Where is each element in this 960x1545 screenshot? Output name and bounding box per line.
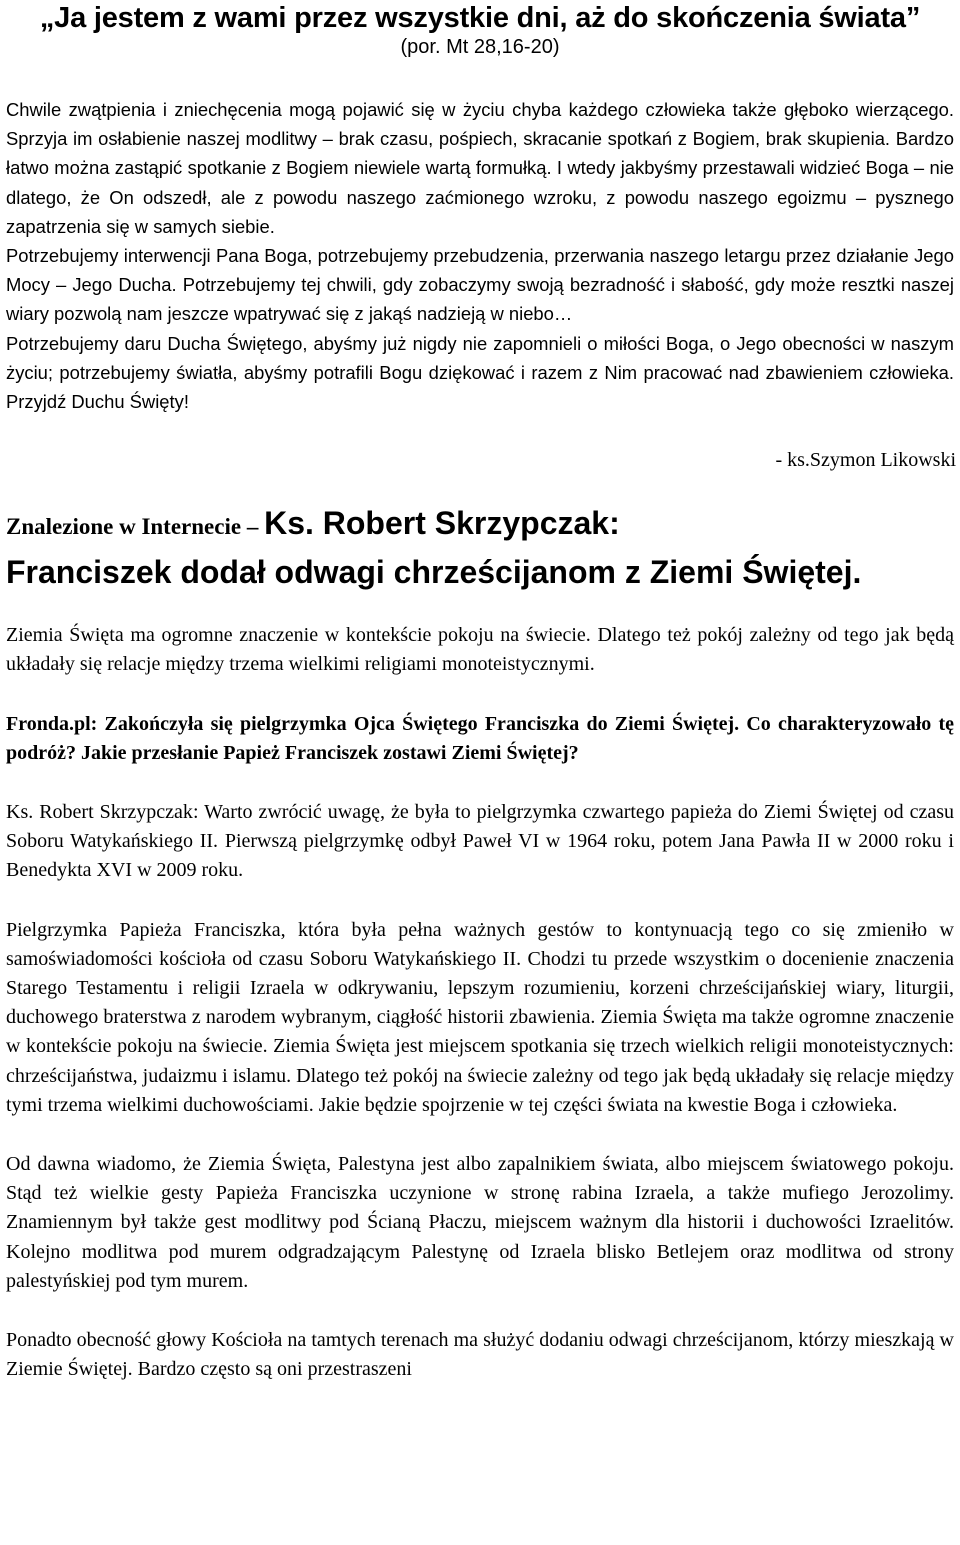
article-title: „Ja jestem z wami przez wszystkie dni, aż do skończenia świata” (39, 2, 921, 34)
answer-speaker: Ks. Robert Skrzypczak (6, 801, 193, 824)
answer-paragraph-a: Pielgrzymka Papieża Franciszka, która była pełna ważnych gestów to kontynuacją tego co się zmieniło w samoświadomości kościoła od czasu Soboru Watykańskiego II. Chodzi tu przede wszystkim o docenienie znaczenia Starego Testamentu i religii Izraela w odkrywaniu, lepszym rozumieniu, korzeni chrześcijańskiej wiary, liturgii, duchowego braterstwa z narodem wybranym, ciągłość historii zbawienia. Ziemia Święta ma także ogromne znaczenie w kontekście pokoju na świecie. Ziemia Święta jest miejscem spotkania się trzech wielkich religii monoteistycznych: chrześcijaństwa, judaizmu i islamu. Dlatego też pokój na świecie zależny od tego jak będą układały się relacje między tymi trzema wielkimi duchowościami. Jakie będzie spojrzenie w tej części świata na kwestie Boga i człowieka. (6, 918, 954, 1116)
paragraph-1: Chwile zwątpienia i zniechęcenia mogą pojawić się w życiu chyba każdego człowieka także głęboko wierzącego. Sprzyja im osłabienie naszej modlitwy – brak czasu, pośpiech, skracanie spotkań z Bogiem, brak skupienia. Bardzo łatwo można zastąpić spotkanie z Bogiem niewiele wartą formułką. I wtedy jakbyśmy przestawali widzieć Boga – nie dlatego, że On odszedł, ale z powodu naszego zaćmionego wzroku, z powodu naszego egoizmu – pysznego zapatrzenia się w samych siebie. (6, 99, 954, 237)
interview-answer (6, 798, 954, 886)
document-page (6, 0, 954, 1385)
scripture-reference: (por. Mt 28,16-20) (400, 36, 560, 58)
answer-paragraph-c: Ponadto obecność głowy Kościoła na tamtych terenach ma służyć dodaniu odwagi chrześcijanom, którzy mieszkają w Ziemie Świętej. Bardzo często są oni przestraszeni (6, 1329, 954, 1381)
answer-text: : Warto zwrócić uwagę, że była to pielgrzymka czwartego papieża do Ziemi Świętej od czasu Soboru Watykańskiego II. Pierwszą pielgrzymkę odbył Paweł VI w 1964 roku, potem Jana Pawła II w 2000 roku i Benedykta XVI w 2009 roku. (6, 801, 954, 882)
heading-main: Ks. Robert Skrzypczak: (264, 505, 620, 542)
heading-prefix: Znalezione w Internecie – (6, 514, 265, 540)
heading-line-2: Franciszek dodał odwagi chrześcijanom z Ziemi Świętej. (6, 554, 862, 591)
interview-question: Fronda.pl: Zakończyła się pielgrzymka Ojca Świętego Franciszka do Ziemi Świętej. Co charakteryzowało tę podróż? Jakie przesłanie Papież Franciszek zostawi Ziemi Świętej? (6, 712, 954, 764)
paragraph-3: Potrzebujemy daru Ducha Świętego, abyśmy już nigdy nie zapomnieli o miłości Boga, o Jego obecności w naszym życiu; potrzebujemy światła, abyśmy potrafili Bogu dziękować i razem z Nim pracować nad zbawieniem człowieka. Przyjdź Duchu Święty! (6, 332, 954, 413)
answer-paragraph-b: Od dawna wiadomo, że Ziemia Święta, Palestyna jest albo zapalnikiem świata, albo miejscem światowego pokoju. Stąd też wielkie gesty Papieża Franciszka uczynione w stronę rabina Izraela, a także mufiego Jerozolimy. Znamiennym był także gest modlitwy pod Ścianą Płaczu, miejscem ważnym dla historii i duchowości Izraelitów. Kolejno modlitwa pod murem odgradzającym Palestynę od Izraela blisko Betlejem oraz modlitwa od strony palestyńskiej pod tym murem. (6, 1153, 954, 1292)
lead-paragraph: Ziemia Święta ma ogromne znaczenie w kontekście pokoju na świecie. Dlatego też pokój zależny od tego jak będą układały się relacje między trzema wielkimi religiami monoteistycznymi. (6, 624, 954, 676)
author-signature: - ks.Szymon Likowski (775, 449, 956, 472)
paragraph-2: Potrzebujemy interwencji Pana Boga, potrzebujemy przebudzenia, przerwania naszego letargu przez działanie Jego Mocy – Jego Ducha. Potrzebujemy tej chwili, gdy zobaczymy swoją bezradność i słabość, gdy może resztki naszej wiary pozwolą nam jeszcze wpatrywać się z jakąś nadzieją w niebo… (6, 245, 954, 325)
article-2-heading (6, 502, 954, 593)
